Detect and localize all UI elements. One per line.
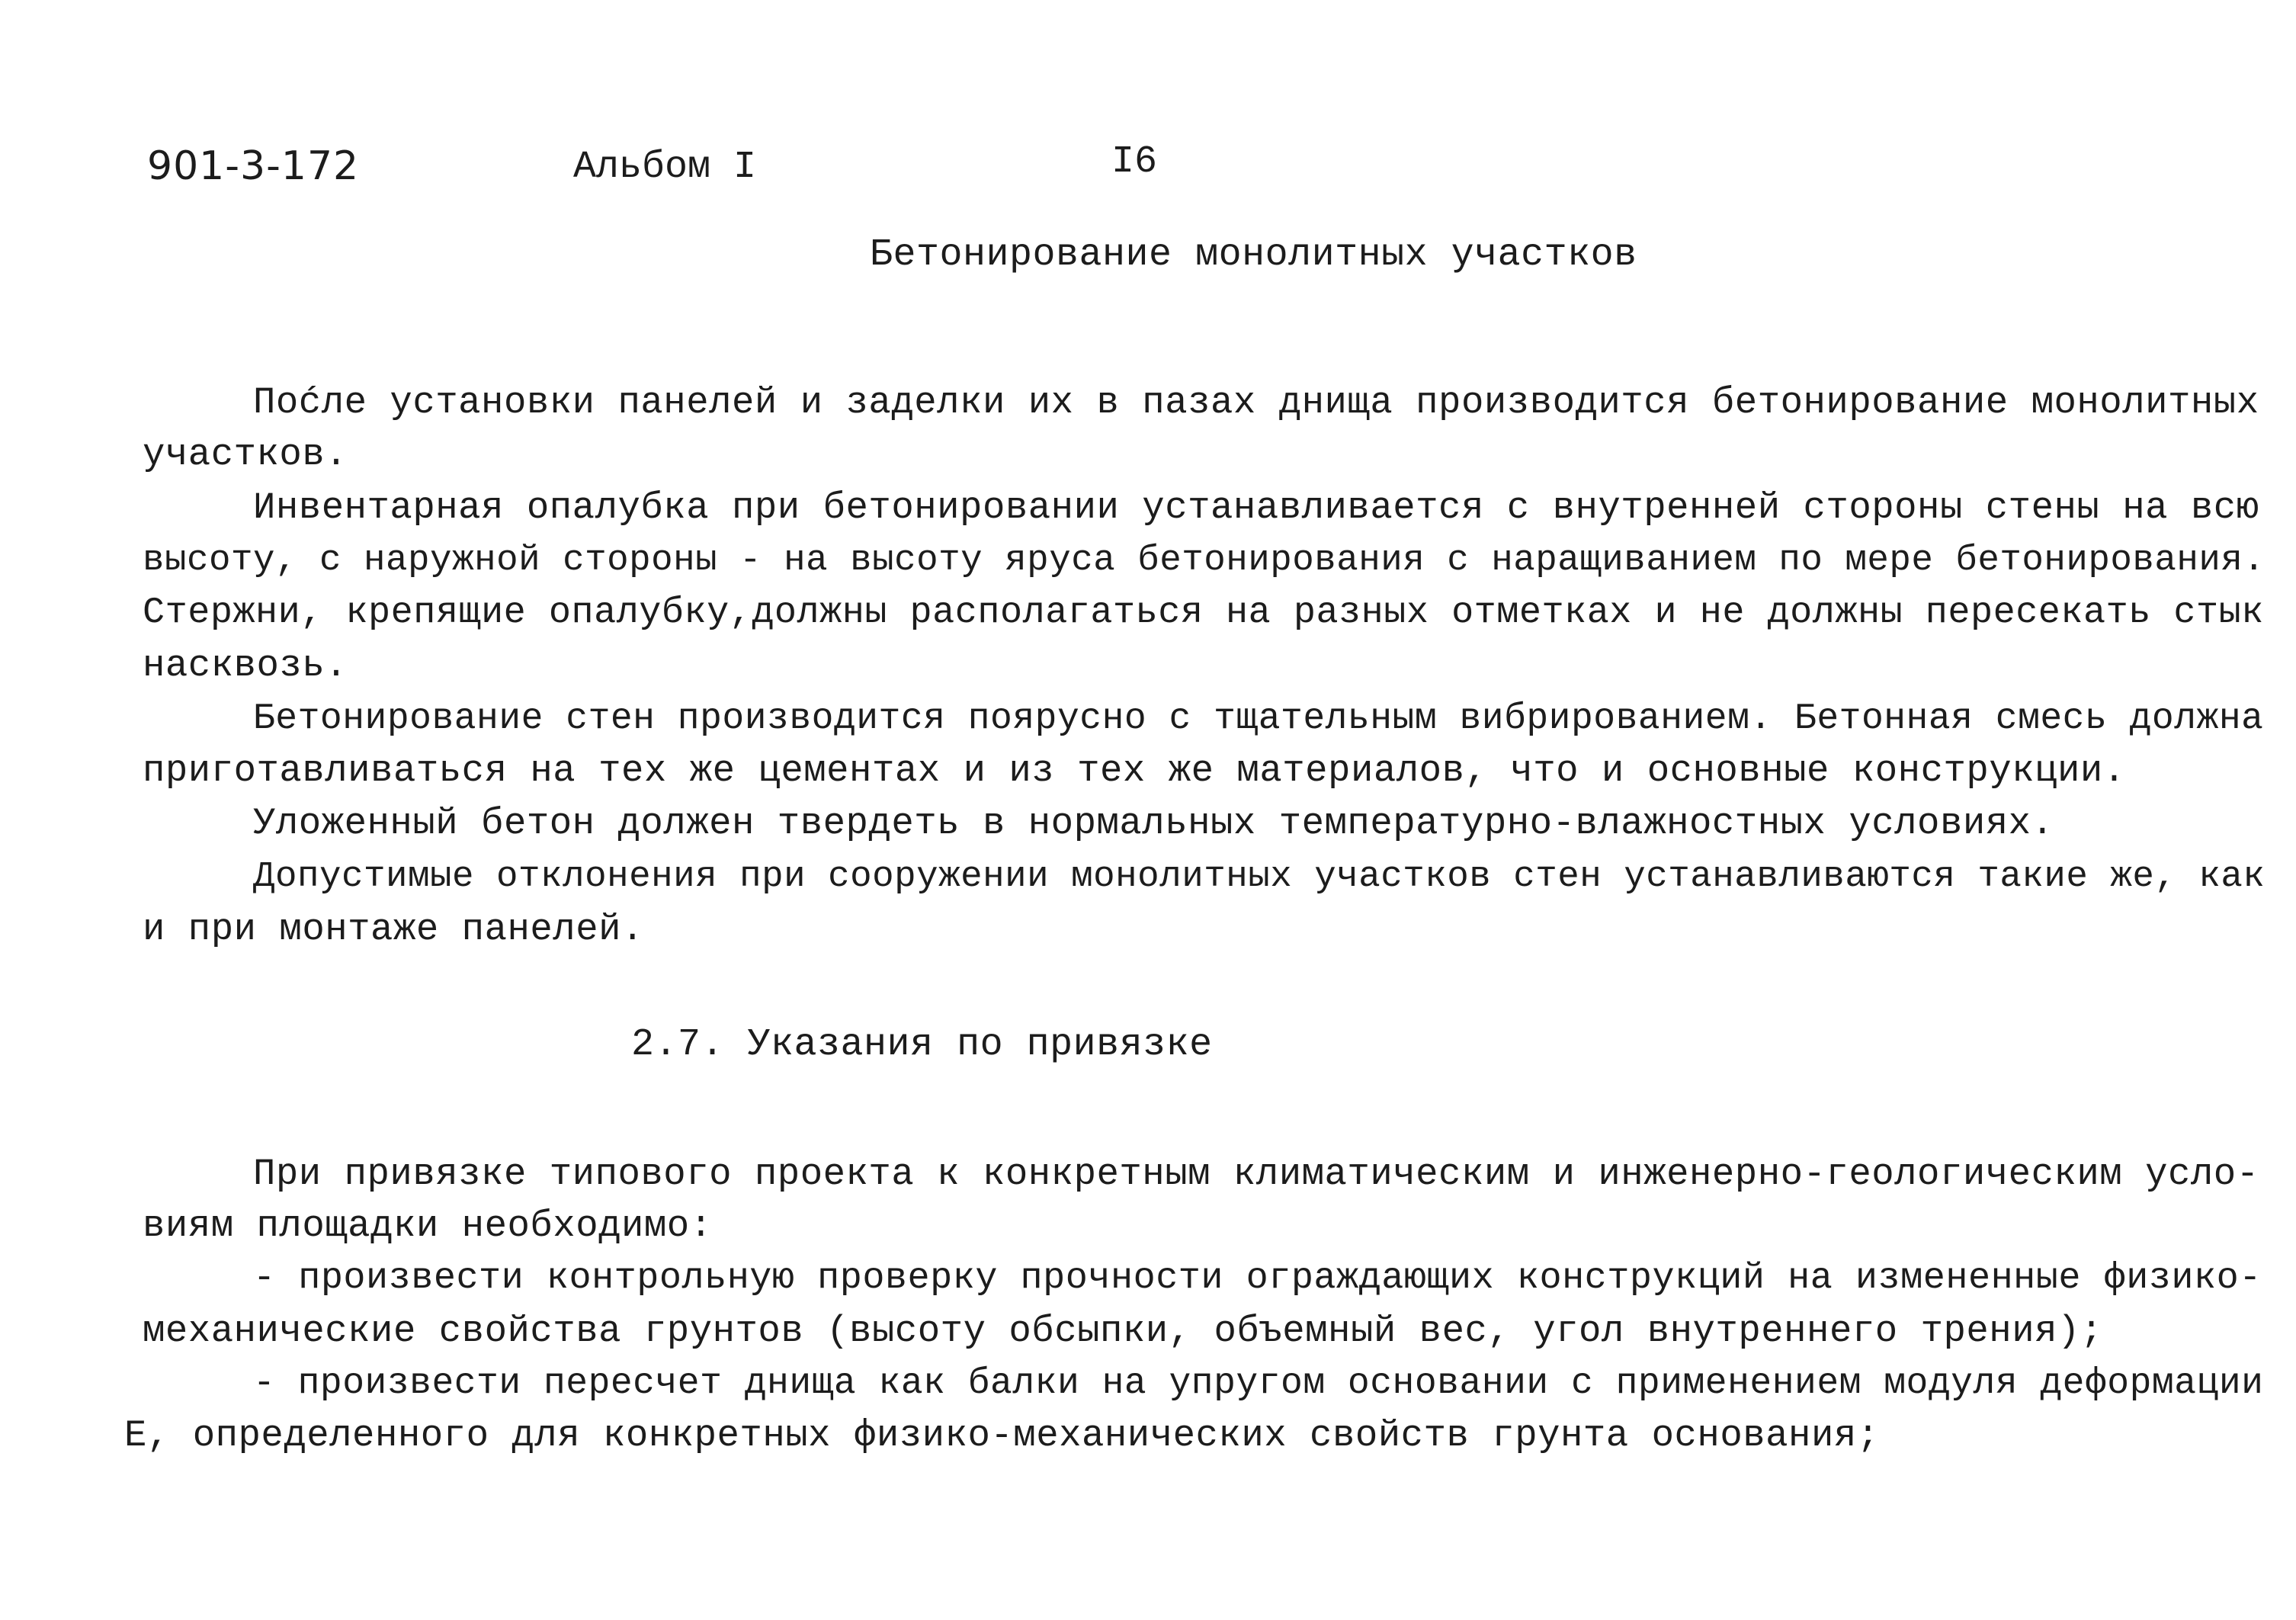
section-title: Бетонирование монолитных участков xyxy=(870,233,1637,277)
paragraph-line: Допустимые отклонения при сооружении монолитных участков стен устанавливаются такие же, как xyxy=(253,856,2266,897)
paragraph-line: Инвентарная опалубка при бетонировании устанавливается с внутренней стороны стены на всю xyxy=(253,486,2259,529)
paragraph-line: Уложенный бетон должен твердеть в нормальных температурно-влажностных условиях. xyxy=(253,802,2054,845)
page-number: I6 xyxy=(1111,140,1158,184)
paragraph-line: Стержни, крепящие опалубку,должны располагаться на разных отметках и не должны пересекать стык xyxy=(143,592,2264,634)
list-item: - произвести пересчет днища как балки на упругом основании с применением модуля деформации xyxy=(253,1363,2264,1404)
list-item-continuation: механические свойства грунтов (высоту обсыпки, объемный вес, угол внутреннего трения); xyxy=(143,1310,2103,1352)
list-item: - произвести контрольную проверку прочности ограждающих конструкций на измененные физико- xyxy=(253,1257,2262,1299)
paragraph-line: насквозь. xyxy=(143,644,348,687)
document-code: 901-3-172 xyxy=(147,143,360,189)
paragraph-line: Бетонирование стен производится поярусно с тщательным вибрированием. Бетонная смесь должна xyxy=(253,698,2264,739)
paragraph-line: участков. xyxy=(143,433,348,476)
paragraph-line: При привязке типового проекта к конкретным климатическим и инженерно-геологическим усло- xyxy=(253,1153,2259,1195)
paragraph-line: Поćле установки панелей и заделки их в пазах днища производится бетонирование монолитных xyxy=(253,381,2259,424)
paragraph-line: виям площадки необходимо: xyxy=(143,1205,713,1247)
paragraph-line: высоту, с наружной стороны - на высоту яруса бетонирования с наращиванием по мере бетонирования. xyxy=(143,540,2266,581)
paragraph-line: приготавливаться на тех же цементах и из тех же материалов, что и основные конструкции. xyxy=(143,749,2126,792)
list-item-continuation: E, определенного для конкретных физико-механических свойств грунта основания; xyxy=(124,1414,1880,1457)
paragraph-line: и при монтаже панелей. xyxy=(143,908,644,951)
album-label: Альбом I xyxy=(573,146,757,189)
section-heading: 2.7. Указания по привязке xyxy=(631,1023,1213,1067)
